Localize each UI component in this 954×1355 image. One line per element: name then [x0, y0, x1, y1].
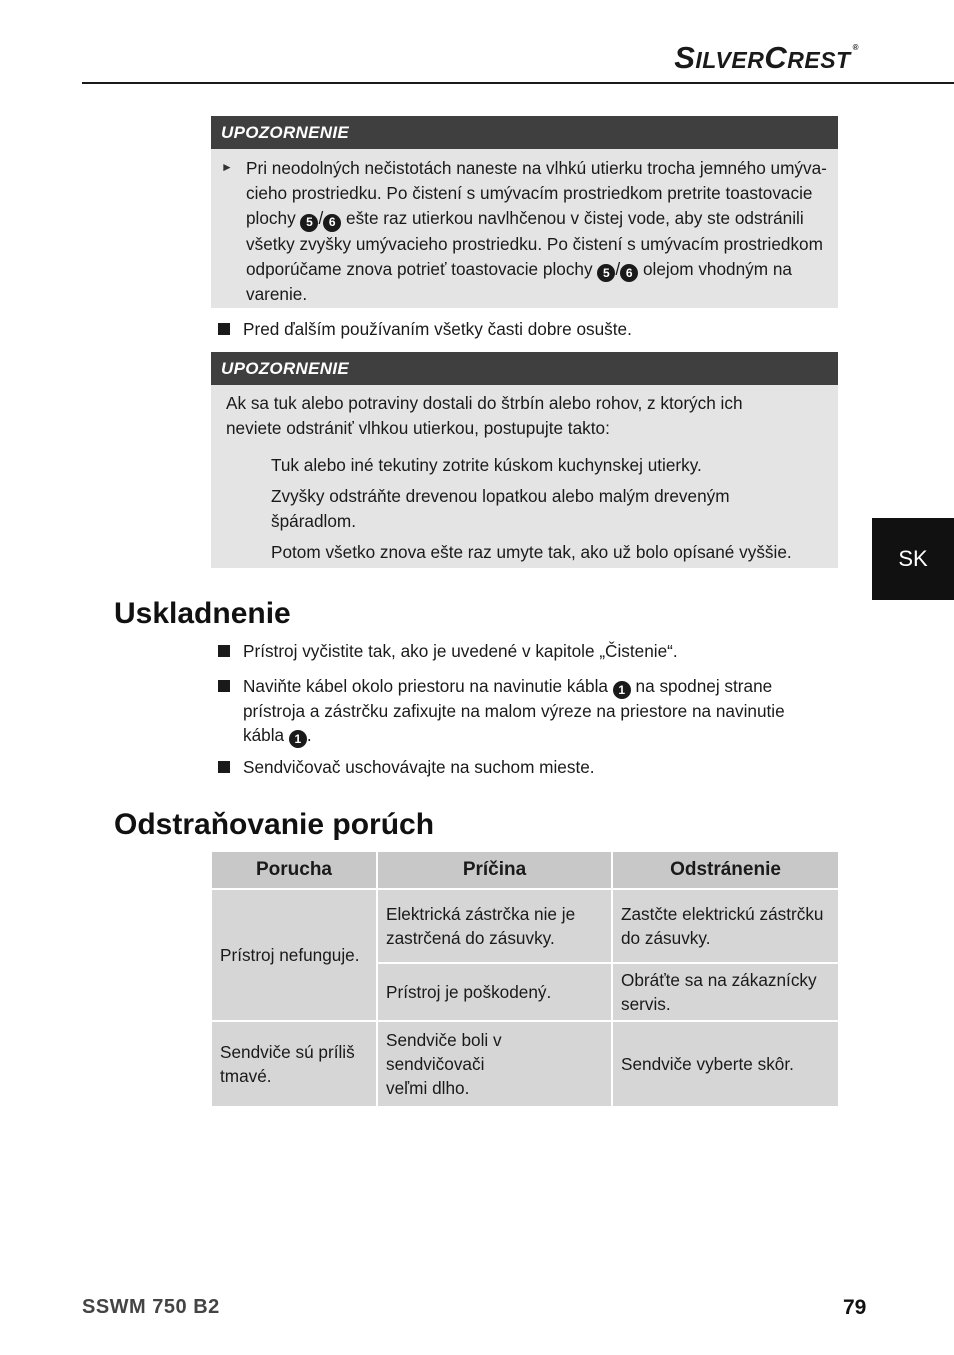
notice-text: Pri neodolných nečistotách naneste na vlhkú utierku trocha jemného umýva- cieho prostriedku. Po čistení s umývacím prostriedkom pretrite toastovacie plochy 5 / 6 ešte raz utierkou navlhčenou v čistej vode, aby ste odstránili všetky zvyšky umývacieho prostriedku. Po čistení s umývacím prostriedkom odporúčame znova potrieť toastovacie plochy 5 / 6 olejom vhodným na varenie. [246, 158, 827, 304]
table-cell: Prístroj je poškodený. [378, 964, 611, 1020]
language-tab: SK [872, 518, 954, 600]
list-item: Prístroj vyčistite tak, ako je uvedené v kapitole „Čistenie“. [243, 641, 678, 661]
notice-title: UPOZORNENIE [211, 116, 838, 149]
part-ref-icon: 5 [300, 214, 318, 232]
notice-intro: Ak sa tuk alebo potraviny dostali do štrbín alebo rohov, z ktorých ich neviete odstrániť vlhkou utierkou, postupujte takto: [226, 393, 743, 438]
section-heading-troubleshooting: Odstraňovanie porúch [114, 808, 435, 841]
arrow-bullet-icon: ► [221, 160, 233, 174]
table-header: Príčina [378, 852, 611, 888]
table-cell: Sendviče vyberte skôr. [613, 1022, 838, 1106]
list-item: Naviňte kábel okolo priestoru na navinutie kábla 1 na spodnej strane prístroja a zástrčku zafixujte na malom výreze na priestore na navinutie kábla 1 . [243, 676, 785, 746]
list-item: Pred ďalším používaním všetky časti dobre osušte. [243, 319, 632, 339]
table-cell: Elektrická zástrčka nie je zastrčená do zásuvky. [378, 890, 611, 962]
part-ref-icon: 6 [620, 264, 638, 282]
table-header: Odstránenie [613, 852, 838, 888]
square-bullet-icon [218, 680, 230, 692]
notice-title: UPOZORNENIE [211, 352, 838, 385]
table-cell: Sendviče sú príliš tmavé. [212, 1022, 376, 1106]
part-ref-icon: 1 [613, 681, 631, 699]
table-cell: Obráťte sa na zákaznícky servis. [613, 964, 838, 1020]
part-ref-icon: 5 [597, 264, 615, 282]
square-bullet-icon [218, 761, 230, 773]
notice-step: Tuk alebo iné tekutiny zotrite kúskom kuchynskej utierky. [271, 455, 702, 475]
header-rule [82, 82, 954, 84]
table-cell: Sendviče boli v sendvičovači veľmi dlho. [378, 1022, 611, 1106]
table-cell: Zastčte elektrickú zástrčku do zásuvky. [613, 890, 838, 962]
part-ref-icon: 1 [289, 730, 307, 748]
notice-step: Potom všetko znova ešte raz umyte tak, ako už bolo opísané vyššie. [271, 542, 792, 562]
footer-model: SSWM 750 B2 [82, 1296, 220, 1318]
section-heading-storage: Uskladnenie [114, 597, 291, 630]
notice-box-1 [211, 116, 838, 308]
square-bullet-icon [218, 645, 230, 657]
square-bullet-icon [218, 323, 230, 335]
part-ref-icon: 6 [323, 214, 341, 232]
notice-step: Zvyšky odstráňte drevenou lopatkou alebo malým dreveným špáradlom. [271, 486, 730, 531]
list-item: Sendvičovač uschovávajte na suchom mieste. [243, 757, 595, 777]
page-number: 79 [843, 1296, 867, 1319]
table-cell: Prístroj nefunguje. [212, 890, 376, 1020]
table-header: Porucha [212, 852, 376, 888]
brand-logo: SILVERCREST ® [674, 40, 859, 75]
notice-box-2 [211, 352, 838, 568]
